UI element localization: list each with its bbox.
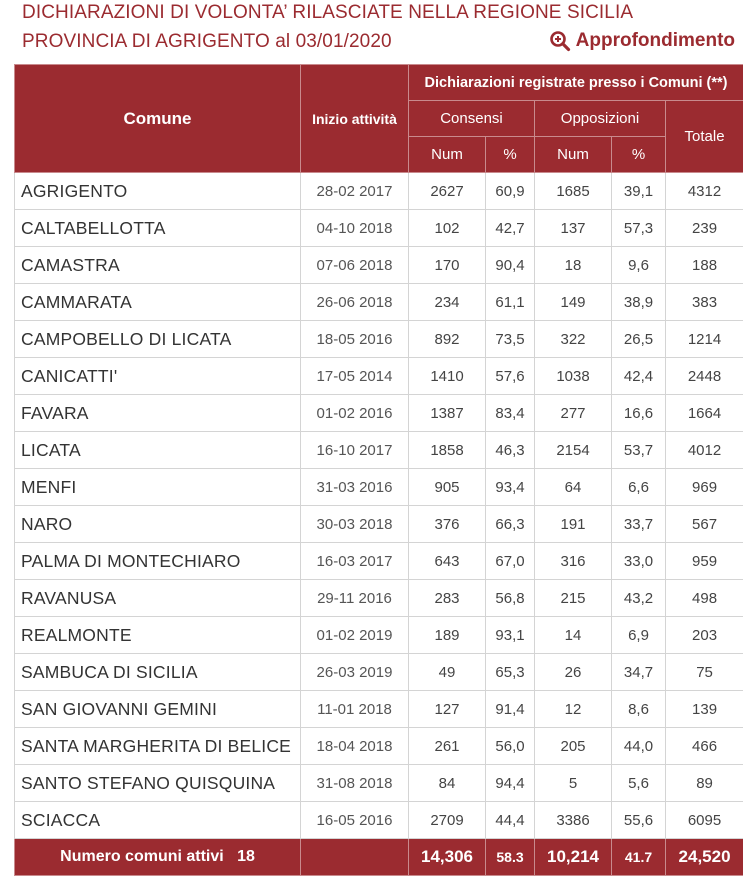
cell-opposizioni-num: 316 [535,543,612,580]
table-row [15,247,743,284]
col-header-comune: Comune [15,65,301,173]
cell-comune: CAMASTRA [15,247,301,284]
cell-inizio: 17-05 2014 [301,358,409,395]
table-row [15,432,743,469]
cell-consensi-pct: 60,9 [486,173,535,210]
approfondimento-link[interactable] [549,30,735,52]
cell-comune: CAMMARATA [15,284,301,321]
page-subtitle: PROVINCIA DI AGRIGENTO al 03/01/2020 [22,31,392,52]
cell-totale: 383 [666,284,743,321]
totals-opposizioni-num: 10,214 [535,839,612,876]
cell-opposizioni-pct: 39,1 [612,173,666,210]
cell-totale: 1214 [666,321,743,358]
cell-inizio: 11-01 2018 [301,691,409,728]
table-row [15,210,743,247]
col-header-opposizioni: Opposizioni [535,101,666,137]
cell-consensi-num: 643 [409,543,486,580]
table-row [15,284,743,321]
cell-comune: CAMPOBELLO DI LICATA [15,321,301,358]
cell-opposizioni-pct: 6,9 [612,617,666,654]
cell-consensi-pct: 93,1 [486,617,535,654]
cell-opposizioni-num: 137 [535,210,612,247]
cell-opposizioni-num: 64 [535,469,612,506]
cell-comune: SANTO STEFANO QUISQUINA [15,765,301,802]
cell-totale: 139 [666,691,743,728]
table-row [15,765,743,802]
dichiarazioni-table [14,64,743,876]
cell-totale: 239 [666,210,743,247]
cell-consensi-num: 189 [409,617,486,654]
cell-opposizioni-pct: 5,6 [612,765,666,802]
cell-consensi-num: 892 [409,321,486,358]
cell-consensi-num: 2709 [409,802,486,839]
cell-opposizioni-num: 12 [535,691,612,728]
cell-consensi-pct: 83,4 [486,395,535,432]
cell-inizio: 16-10 2017 [301,432,409,469]
col-header-inizio: Inizio attività [301,65,409,173]
group-header-dichiarazioni: Dichiarazioni registrate presso i Comuni (**) [409,65,743,101]
cell-consensi-num: 102 [409,210,486,247]
cell-consensi-pct: 57,6 [486,358,535,395]
cell-inizio: 18-05 2016 [301,321,409,358]
cell-opposizioni-pct: 57,3 [612,210,666,247]
table-row [15,469,743,506]
totals-inizio [301,839,409,876]
cell-totale: 188 [666,247,743,284]
sub-header-consensi-num: Num [409,137,486,173]
zoom-in-icon [549,30,571,52]
cell-comune: CANICATTI' [15,358,301,395]
cell-totale: 203 [666,617,743,654]
cell-inizio: 30-03 2018 [301,506,409,543]
cell-opposizioni-num: 1038 [535,358,612,395]
cell-consensi-num: 127 [409,691,486,728]
page-title: DICHIARAZIONI DI VOLONTA’ RILASCIATE NELLA REGIONE SICILIA [22,2,634,23]
cell-opposizioni-num: 191 [535,506,612,543]
cell-totale: 4312 [666,173,743,210]
cell-comune: SAMBUCA DI SICILIA [15,654,301,691]
cell-totale: 6095 [666,802,743,839]
cell-opposizioni-pct: 42,4 [612,358,666,395]
table-row [15,802,743,839]
table-row [15,543,743,580]
cell-consensi-pct: 73,5 [486,321,535,358]
cell-consensi-pct: 46,3 [486,432,535,469]
cell-totale: 4012 [666,432,743,469]
cell-inizio: 29-11 2016 [301,580,409,617]
cell-opposizioni-num: 14 [535,617,612,654]
cell-totale: 2448 [666,358,743,395]
cell-comune: RAVANUSA [15,580,301,617]
totals-count: 18 [237,848,255,865]
cell-opposizioni-pct: 8,6 [612,691,666,728]
cell-inizio: 01-02 2016 [301,395,409,432]
totals-label-cell [15,839,301,876]
cell-consensi-pct: 66,3 [486,506,535,543]
cell-consensi-num: 261 [409,728,486,765]
cell-comune: FAVARA [15,395,301,432]
table-row [15,617,743,654]
totals-totale: 24,520 [666,839,743,876]
cell-opposizioni-pct: 44,0 [612,728,666,765]
approfondimento-label: Approfondimento [575,30,735,51]
cell-opposizioni-num: 277 [535,395,612,432]
table-body [15,173,743,839]
cell-consensi-num: 1410 [409,358,486,395]
cell-consensi-pct: 91,4 [486,691,535,728]
table-row [15,173,743,210]
table-row [15,358,743,395]
table-row [15,580,743,617]
cell-opposizioni-pct: 9,6 [612,247,666,284]
cell-opposizioni-num: 215 [535,580,612,617]
cell-comune: SAN GIOVANNI GEMINI [15,691,301,728]
cell-totale: 75 [666,654,743,691]
cell-consensi-pct: 65,3 [486,654,535,691]
cell-consensi-pct: 67,0 [486,543,535,580]
cell-consensi-pct: 42,7 [486,210,535,247]
table-row [15,654,743,691]
col-header-consensi: Consensi [409,101,535,137]
cell-comune: MENFI [15,469,301,506]
totals-row [15,839,743,876]
totals-consensi-num: 14,306 [409,839,486,876]
cell-consensi-num: 49 [409,654,486,691]
cell-inizio: 31-08 2018 [301,765,409,802]
cell-comune: CALTABELLOTTA [15,210,301,247]
cell-opposizioni-pct: 34,7 [612,654,666,691]
cell-consensi-pct: 94,4 [486,765,535,802]
header [0,0,743,64]
cell-opposizioni-pct: 6,6 [612,469,666,506]
cell-opposizioni-pct: 55,6 [612,802,666,839]
cell-consensi-pct: 90,4 [486,247,535,284]
cell-inizio: 26-06 2018 [301,284,409,321]
cell-opposizioni-num: 322 [535,321,612,358]
cell-consensi-num: 1858 [409,432,486,469]
cell-inizio: 04-10 2018 [301,210,409,247]
cell-totale: 969 [666,469,743,506]
sub-header-opposizioni-num: Num [535,137,612,173]
cell-consensi-num: 2627 [409,173,486,210]
cell-comune: PALMA DI MONTECHIARO [15,543,301,580]
cell-consensi-num: 234 [409,284,486,321]
cell-inizio: 07-06 2018 [301,247,409,284]
col-header-totale: Totale [666,101,743,173]
cell-consensi-num: 1387 [409,395,486,432]
cell-opposizioni-pct: 26,5 [612,321,666,358]
cell-consensi-pct: 56,0 [486,728,535,765]
cell-opposizioni-pct: 33,0 [612,543,666,580]
table-row [15,395,743,432]
table-row [15,691,743,728]
totals-consensi-pct: 58.3 [486,839,535,876]
cell-opposizioni-num: 26 [535,654,612,691]
cell-inizio: 18-04 2018 [301,728,409,765]
cell-opposizioni-num: 149 [535,284,612,321]
cell-opposizioni-num: 2154 [535,432,612,469]
cell-inizio: 16-03 2017 [301,543,409,580]
cell-opposizioni-pct: 43,2 [612,580,666,617]
sub-header-opposizioni-pct: % [612,137,666,173]
cell-consensi-pct: 44,4 [486,802,535,839]
cell-opposizioni-num: 3386 [535,802,612,839]
totals-label: Numero comuni attivi [60,848,224,865]
cell-opposizioni-num: 5 [535,765,612,802]
cell-consensi-pct: 93,4 [486,469,535,506]
cell-totale: 89 [666,765,743,802]
cell-comune: LICATA [15,432,301,469]
cell-totale: 466 [666,728,743,765]
table-row [15,321,743,358]
cell-totale: 498 [666,580,743,617]
cell-comune: REALMONTE [15,617,301,654]
cell-totale: 567 [666,506,743,543]
cell-comune: SCIACCA [15,802,301,839]
cell-opposizioni-num: 1685 [535,173,612,210]
cell-consensi-num: 170 [409,247,486,284]
cell-consensi-num: 283 [409,580,486,617]
cell-opposizioni-pct: 33,7 [612,506,666,543]
cell-opposizioni-num: 18 [535,247,612,284]
cell-comune: AGRIGENTO [15,173,301,210]
cell-opposizioni-pct: 53,7 [612,432,666,469]
totals-opposizioni-pct: 41.7 [612,839,666,876]
cell-consensi-num: 905 [409,469,486,506]
cell-opposizioni-pct: 38,9 [612,284,666,321]
cell-consensi-pct: 56,8 [486,580,535,617]
cell-totale: 1664 [666,395,743,432]
cell-consensi-pct: 61,1 [486,284,535,321]
cell-inizio: 16-05 2016 [301,802,409,839]
cell-inizio: 26-03 2019 [301,654,409,691]
table-row [15,506,743,543]
cell-inizio: 01-02 2019 [301,617,409,654]
sub-header-consensi-pct: % [486,137,535,173]
cell-consensi-num: 84 [409,765,486,802]
cell-totale: 959 [666,543,743,580]
table-row [15,728,743,765]
cell-inizio: 28-02 2017 [301,173,409,210]
cell-inizio: 31-03 2016 [301,469,409,506]
cell-opposizioni-num: 205 [535,728,612,765]
cell-opposizioni-pct: 16,6 [612,395,666,432]
cell-comune: SANTA MARGHERITA DI BELICE [15,728,301,765]
cell-consensi-num: 376 [409,506,486,543]
cell-comune: NARO [15,506,301,543]
